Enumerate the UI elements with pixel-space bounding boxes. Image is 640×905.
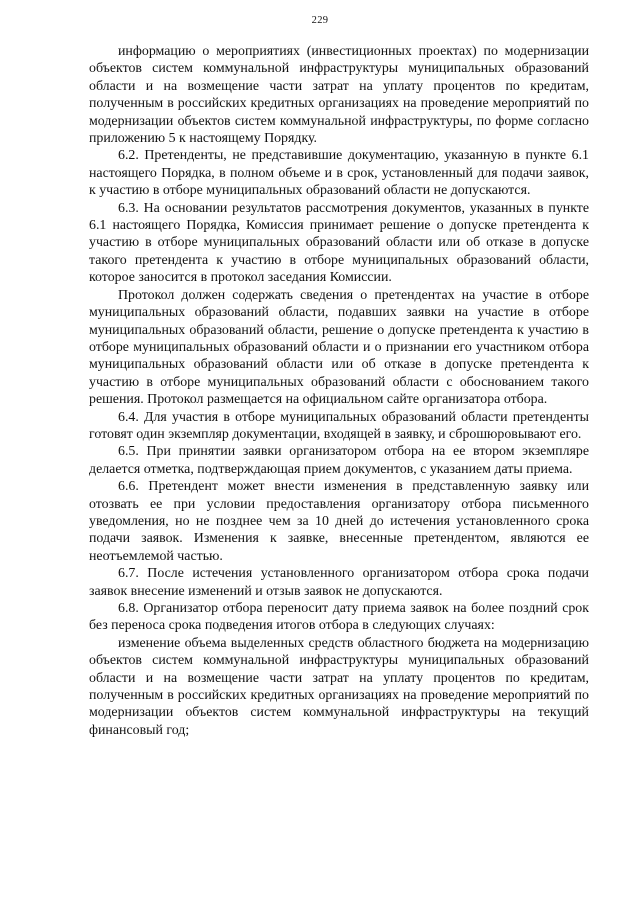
paragraph-6-3: 6.3. На основании результатов рассмотрения документов, указанных в пункте 6.1 настоящего Порядка, Комиссия принимает решение о допуске претендента к участию в отборе муниципальных образований области или об отказе в допуске такого претендента к участию в отборе муниципальных образований области, которое заносится в протокол заседания Комиссии. xyxy=(89,200,589,286)
paragraph-6-8: 6.8. Организатор отбора переносит дату приема заявок на более поздний срок без переноса срока подведения итогов отбора в следующих случаях: xyxy=(89,601,589,634)
document-body xyxy=(89,43,589,739)
paragraph-continuation: информацию о мероприятиях (инвестиционных проектах) по модернизации объектов систем коммунальной инфраструктуры муниципальных образований области и на возмещение части затрат на уплату процентов по кредитам, полученным в российских кредитных организациях на проведение мероприятий по модернизации объектов систем коммунальной инфраструктуры, по форме согласно приложению 5 к настоящему Порядку. xyxy=(89,44,589,147)
paragraph-6-6: 6.6. Претендент может внести изменения в представленную заявку или отозвать ее при условии предоставления организатору отбора письменного уведомления, но не позднее чем за 10 дней до истечения установленного срока подачи заявок. Изменения к заявке, внесенные претендентом, являются ее неотъемлемой частью. xyxy=(89,479,589,564)
paragraph-6-7: 6.7. После истечения установленного организатором отбора срока подачи заявок внесение изменений и отзыв заявок не допускаются. xyxy=(89,566,589,599)
page-number: 229 xyxy=(311,15,329,26)
paragraph-protocol: Протокол должен содержать сведения о претендентах на участие в отборе муниципальных образований области, подавших заявки на участие в отборе муниципальных образований области, решение о допуске претендента к участию в отборе муниципальных образований области и о признании его участником отбора муниципальных образований области или об отказе в допуске претендента к участию в отборе муниципальных образований области с обоснованием такого решения. Протокол размещается на официальном сайте организатора отбора. xyxy=(89,287,589,408)
paragraph-6-4: 6.4. Для участия в отборе муниципальных образований области претенденты готовят один экземпляр документации, входящей в заявку, и сброшюровывают его. xyxy=(89,409,589,442)
paragraph-6-5: 6.5. При принятии заявки организатором отбора на ее втором экземпляре делается отметка, подтверждающая прием документов, с указанием даты приема. xyxy=(89,444,589,477)
paragraph-6-8-case-1: изменение объема выделенных средств областного бюджета на модернизацию объектов систем коммунальной инфраструктуры муниципальных образований области и на возмещение части затрат на уплату процентов по кредитам, полученным в российских кредитных организациях на проведение мероприятий по модернизации объектов систем коммунальной инфраструктуры на текущий финансовый год; xyxy=(89,635,589,738)
paragraph-6-2: 6.2. Претенденты, не представившие документацию, указанную в пункте 6.1 настоящего Порядка, в полном объеме и в срок, установленный для подачи заявок, к участию в отборе муниципальных образований области не допускаются. xyxy=(89,148,589,199)
